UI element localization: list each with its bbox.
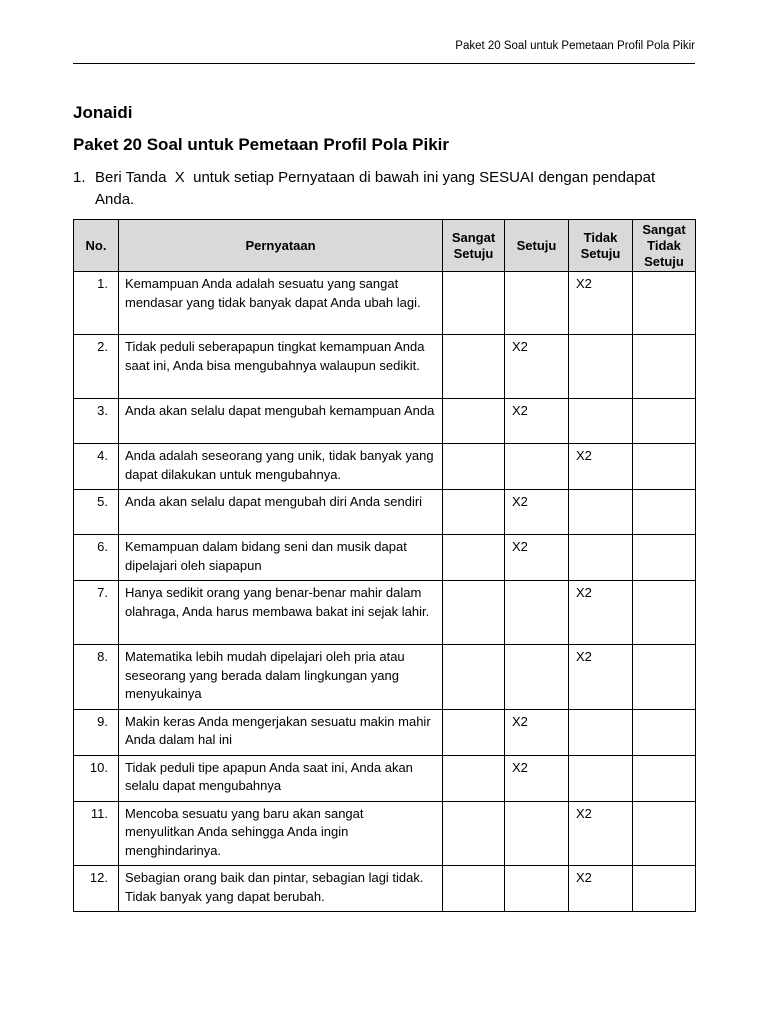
strongly-disagree-cell[interactable] <box>633 272 696 335</box>
strongly-agree-cell[interactable] <box>443 581 505 645</box>
table-row <box>74 645 696 710</box>
statement-cell: Anda akan selalu dapat mengubah diri Anda sendiri <box>119 490 443 535</box>
strongly-disagree-cell[interactable] <box>633 399 696 444</box>
disagree-cell[interactable]: X2 <box>569 272 633 335</box>
table-row <box>74 755 696 801</box>
table-row <box>74 535 696 581</box>
strongly-agree-cell[interactable] <box>443 866 505 912</box>
table-row <box>74 272 696 335</box>
table-header-row <box>74 220 696 272</box>
strongly-disagree-cell[interactable] <box>633 645 696 710</box>
instruction-text: Beri Tanda X untuk setiap Pernyataan di bawah ini yang SESUAI dengan pendapat Anda. <box>95 169 659 208</box>
strongly-agree-cell[interactable] <box>443 444 505 490</box>
instruction <box>73 167 693 211</box>
statement-cell: Anda akan selalu dapat mengubah kemampuan Anda <box>119 399 443 444</box>
disagree-cell[interactable] <box>569 535 633 581</box>
strongly-agree-cell[interactable] <box>443 535 505 581</box>
agree-cell[interactable] <box>505 801 569 866</box>
strongly-agree-cell[interactable] <box>443 709 505 755</box>
agree-cell[interactable]: X2 <box>505 399 569 444</box>
strongly-disagree-cell[interactable] <box>633 755 696 801</box>
agree-cell[interactable] <box>505 272 569 335</box>
disagree-cell[interactable] <box>569 755 633 801</box>
disagree-cell[interactable] <box>569 335 633 399</box>
disagree-cell[interactable] <box>569 490 633 535</box>
disagree-cell[interactable]: X2 <box>569 801 633 866</box>
column-header-statement: Pernyataan <box>119 220 443 272</box>
table-row <box>74 444 696 490</box>
column-header-strongly-disagree: Sangat Tidak Setuju <box>633 220 696 272</box>
strongly-disagree-cell[interactable] <box>633 535 696 581</box>
running-header: Paket 20 Soal untuk Pemetaan Profil Pola Pikir <box>73 40 695 64</box>
disagree-cell[interactable]: X2 <box>569 645 633 710</box>
statement-cell: Anda adalah seseorang yang unik, tidak banyak yang dapat dilakukan untuk mengubahnya. <box>119 444 443 490</box>
disagree-cell[interactable]: X2 <box>569 444 633 490</box>
row-number: 10. <box>74 755 119 801</box>
row-number: 4. <box>74 444 119 490</box>
strongly-disagree-cell[interactable] <box>633 444 696 490</box>
agree-cell[interactable] <box>505 645 569 710</box>
disagree-cell[interactable]: X2 <box>569 581 633 645</box>
agree-cell[interactable] <box>505 581 569 645</box>
disagree-cell[interactable] <box>569 709 633 755</box>
statement-cell: Makin keras Anda mengerjakan sesuatu makin mahir Anda dalam hal ini <box>119 709 443 755</box>
table-row <box>74 709 696 755</box>
agree-cell[interactable]: X2 <box>505 709 569 755</box>
statement-cell: Hanya sedikit orang yang benar-benar mahir dalam olahraga, Anda harus membawa bakat ini sejak lahir. <box>119 581 443 645</box>
agree-cell[interactable]: X2 <box>505 535 569 581</box>
agree-cell[interactable]: X2 <box>505 755 569 801</box>
disagree-cell[interactable]: X2 <box>569 866 633 912</box>
agree-cell[interactable]: X2 <box>505 490 569 535</box>
row-number: 5. <box>74 490 119 535</box>
strongly-agree-cell[interactable] <box>443 399 505 444</box>
table-row <box>74 490 696 535</box>
statement-cell: Kemampuan Anda adalah sesuatu yang sangat mendasar yang tidak banyak dapat Anda ubah lagi. <box>119 272 443 335</box>
row-number: 9. <box>74 709 119 755</box>
strongly-disagree-cell[interactable] <box>633 581 696 645</box>
strongly-agree-cell[interactable] <box>443 335 505 399</box>
statement-cell: Mencoba sesuatu yang baru akan sangat menyulitkan Anda sehingga Anda ingin menghindarinya. <box>119 801 443 866</box>
statement-cell: Tidak peduli seberapapun tingkat kemampuan Anda saat ini, Anda bisa mengubahnya walaupun sedikit. <box>119 335 443 399</box>
row-number: 11. <box>74 801 119 866</box>
row-number: 12. <box>74 866 119 912</box>
statement-cell: Matematika lebih mudah dipelajari oleh pria atau seseorang yang berada dalam lingkungan yang menyukainya <box>119 645 443 710</box>
statement-cell: Tidak peduli tipe apapun Anda saat ini, Anda akan selalu dapat mengubahnya <box>119 755 443 801</box>
row-number: 6. <box>74 535 119 581</box>
strongly-agree-cell[interactable] <box>443 272 505 335</box>
strongly-disagree-cell[interactable] <box>633 709 696 755</box>
statement-cell: Kemampuan dalam bidang seni dan musik dapat dipelajari oleh siapapun <box>119 535 443 581</box>
strongly-disagree-cell[interactable] <box>633 866 696 912</box>
strongly-disagree-cell[interactable] <box>633 490 696 535</box>
table-row <box>74 335 696 399</box>
row-number: 1. <box>74 272 119 335</box>
disagree-cell[interactable] <box>569 399 633 444</box>
strongly-agree-cell[interactable] <box>443 490 505 535</box>
table-row <box>74 801 696 866</box>
column-header-disagree: Tidak Setuju <box>569 220 633 272</box>
statement-cell: Sebagian orang baik dan pintar, sebagian lagi tidak. Tidak banyak yang dapat berubah. <box>119 866 443 912</box>
instruction-number: 1. <box>73 169 86 186</box>
row-number: 8. <box>74 645 119 710</box>
column-header-no: No. <box>74 220 119 272</box>
row-number: 7. <box>74 581 119 645</box>
agree-cell[interactable] <box>505 444 569 490</box>
row-number: 2. <box>74 335 119 399</box>
table-row <box>74 399 696 444</box>
agree-cell[interactable]: X2 <box>505 335 569 399</box>
strongly-agree-cell[interactable] <box>443 645 505 710</box>
strongly-disagree-cell[interactable] <box>633 801 696 866</box>
table-row <box>74 581 696 645</box>
column-header-strongly-agree: Sangat Setuju <box>443 220 505 272</box>
survey-table <box>73 219 696 912</box>
table-row <box>74 866 696 912</box>
strongly-disagree-cell[interactable] <box>633 335 696 399</box>
strongly-agree-cell[interactable] <box>443 801 505 866</box>
document-title: Paket 20 Soal untuk Pemetaan Profil Pola Pikir <box>73 135 450 154</box>
row-number: 3. <box>74 399 119 444</box>
strongly-agree-cell[interactable] <box>443 755 505 801</box>
author-name: Jonaidi <box>73 103 133 122</box>
column-header-agree: Setuju <box>505 220 569 272</box>
agree-cell[interactable] <box>505 866 569 912</box>
